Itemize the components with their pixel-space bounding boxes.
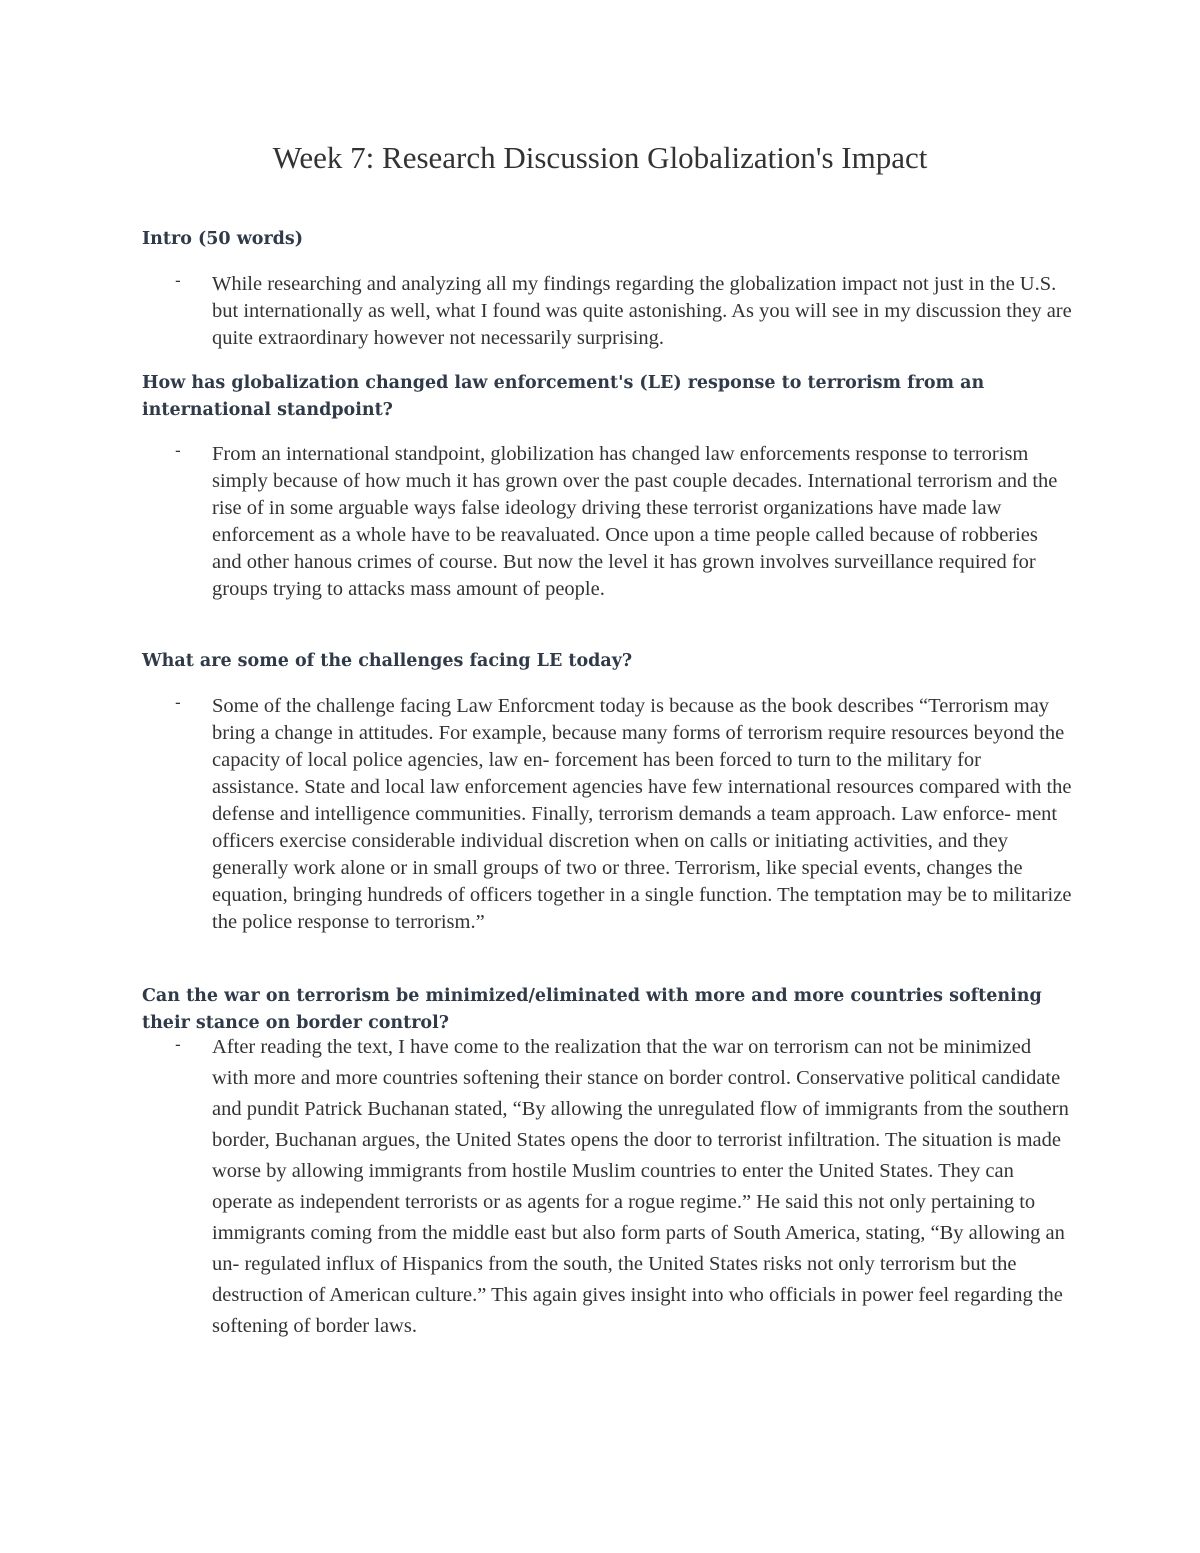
document-title: Week 7: Research Discussion Globalization's Impact bbox=[272, 140, 928, 175]
section-heading-border-control: Can the war on terrorism be minimized/eliminated with more and more countries softening their stance on border control? bbox=[142, 986, 1042, 1033]
paragraph-border-control: After reading the text, I have come to the realization that the war on terrorism can not be minimized with more and more countries softening their stance on border control. Conservative political candidate and pundit Patrick Buchanan stated, “By allowing the unregulated flow of immigrants from the southern border, Buchanan argues, the United States opens the door to terrorist infiltration. The situation is made worse by allowing immigrants from hostile Muslim countries to enter the United States. They can operate as independent terrorists or as agents for a rogue regime.” He said this not only pertaining to immigrants coming from the middle east but also form parts of South America, stating, “By allowing an un- regulated influx of Hispanics from the south, the United States risks not only terrorism but the destruction of American culture.” This again gives insight into who officials in power feel regarding the softening of border laws. bbox=[212, 1036, 1069, 1337]
bullet-dash: - bbox=[175, 441, 181, 461]
section-heading-intro: Intro (50 words) bbox=[142, 229, 304, 249]
section-heading-globalization: How has globalization changed law enforcement's (LE) response to terrorism from an international standpoint? bbox=[142, 373, 985, 420]
paragraph-intro: While researching and analyzing all my findings regarding the globalization impact not just in the U.S. but internationally as well, what I found was quite astonishing. As you will see in my discussion they are quite extraordinary however not necessarily surprising. bbox=[212, 273, 1072, 349]
bullet-dash: - bbox=[175, 271, 181, 291]
bullet-dash: - bbox=[175, 693, 181, 713]
list-item bbox=[175, 693, 1075, 936]
list-item bbox=[175, 441, 1075, 603]
list-item bbox=[175, 271, 1075, 352]
section-heading-challenges: What are some of the challenges facing LE today? bbox=[142, 651, 633, 671]
paragraph-globalization: From an international standpoint, globilization has changed law enforcements response to terrorism simply because of how much it has grown over the past couple decades. International terrorism and the rise of in some arguable ways false ideology driving these terrorist organizations have made law enforcement as a whole have to be reavaluated. Once upon a time people called because of robberies and other hanous crimes of course. But now the level it has grown involves surveillance required for groups trying to attacks mass amount of people. bbox=[212, 443, 1058, 600]
paragraph-challenges: Some of the challenge facing Law Enforcment today is because as the book describes “Terrorism may bring a change in attitudes. For example, because many forms of terrorism require resources beyond the capacity of local police agencies, law en- forcement has been forced to turn to the military for assistance. State and local law enforcement agencies have few international resources compared with the defense and intelligence communities. Finally, terrorism demands a team approach. Law enforce- ment officers exercise considerable individual discretion when on calls or initiating activities, and they generally work alone or in small groups of two or three. Terrorism, like special events, changes the equation, bringing hundreds of officers together in a single function. The temptation may be to militarize the police response to terrorism.” bbox=[212, 695, 1072, 933]
list-item bbox=[175, 1032, 1075, 1342]
bullet-dash: - bbox=[175, 1035, 181, 1055]
